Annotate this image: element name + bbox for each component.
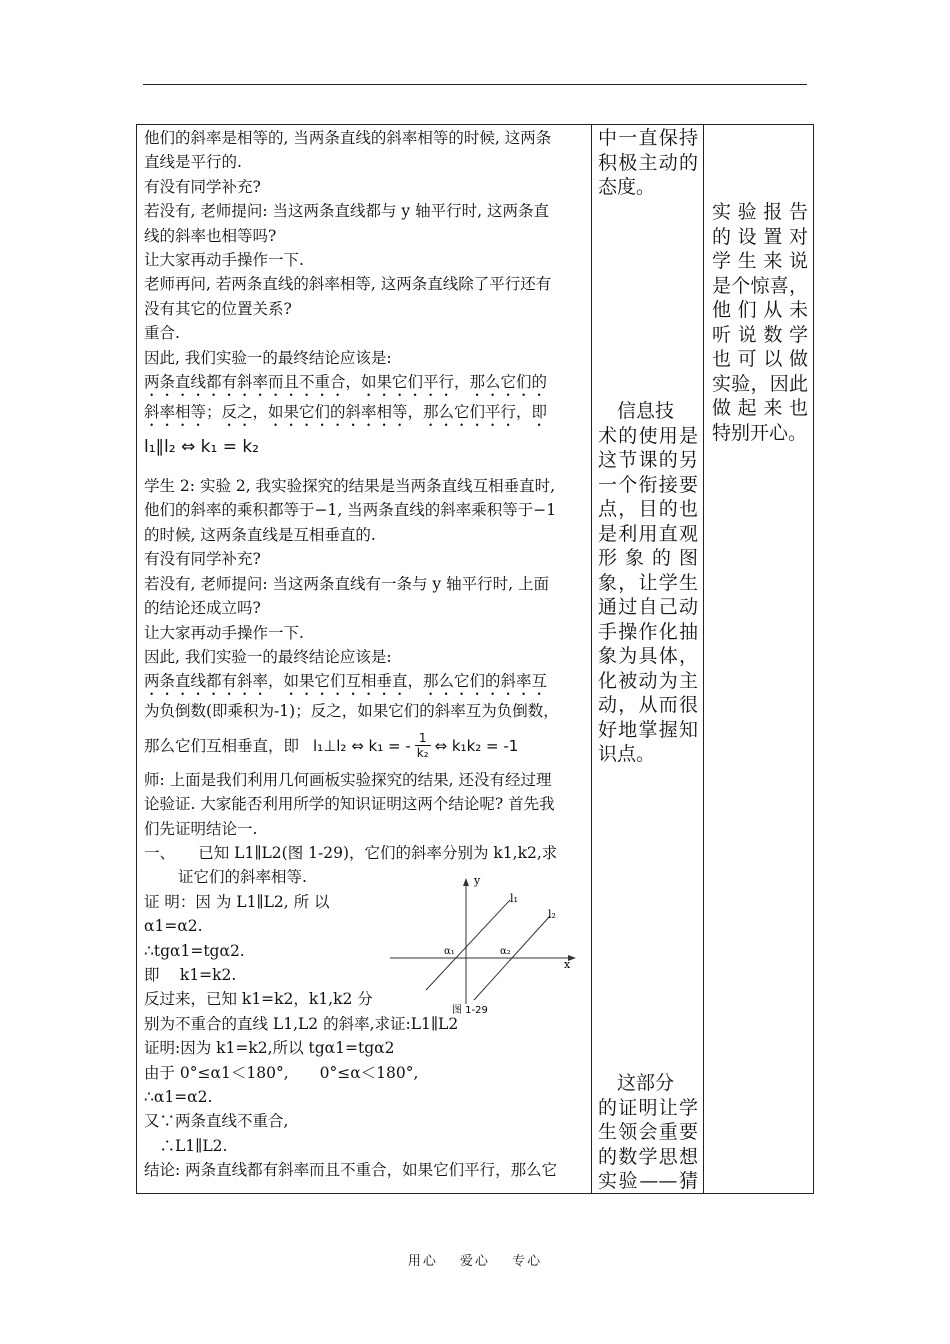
reflection-line: 实 验 报 告 — [712, 201, 808, 223]
text-line: 他们的斜率的乘积都等于−1, 当两条直线的斜率乘积等于−1 — [144, 501, 557, 520]
notes-block-1 — [598, 126, 698, 200]
proof-line: 别为不重合的直线 L1,L2 的斜率,求证:L1∥L2 — [144, 1014, 459, 1033]
note-line: 化被动为主 — [598, 669, 698, 692]
proof-line: 证 明：因 为 L1∥L2, 所 以 — [144, 892, 330, 911]
text-line: 直线是平行的. — [144, 153, 242, 172]
alpha1-label: α₁ — [444, 946, 455, 957]
note-line: 识点。 — [598, 743, 656, 765]
proof-line: ∴L1∥L2. — [144, 1136, 228, 1155]
reflection-line: 也 可 以 做 — [712, 348, 808, 370]
formula-lhs: l₁⊥l₂ ⇔ k₁ = - — [313, 736, 411, 755]
column-divider-1 — [591, 124, 592, 1194]
reflection-line: 的 设 置 对 — [712, 225, 808, 248]
text-line: 有没有同学补充? — [144, 550, 261, 569]
note-line: 信息技 — [598, 400, 675, 422]
reflection-line: 听 说 数 学 — [712, 323, 808, 346]
proof-line: 又∵两条直线不重合, — [144, 1112, 289, 1131]
note-line: 一个衔接要 — [598, 473, 698, 496]
note-line: 象，让学生 — [598, 571, 698, 594]
note-line: 中一直保持 — [598, 127, 698, 149]
conclusion-line: 为负倒数(即乘积为-1)；反之，如果它们的斜率互为负倒数， — [144, 702, 559, 721]
note-line: 生领会重要 — [598, 1121, 698, 1143]
text-line: 让大家再动手操作一下. — [144, 251, 304, 270]
note-line: 这节课的另 — [598, 449, 698, 471]
text-line: 让大家再动手操作一下. — [144, 623, 304, 642]
text-line: 学生 2: 实验 2, 我实验探究的结果是当两条直线互相垂直时, — [144, 477, 556, 496]
reflection-line: 是个惊喜， — [712, 274, 808, 297]
text-line: 线的斜率也相等吗? — [144, 226, 277, 245]
page-footer — [0, 1250, 950, 1269]
conclusion-line: 两条直线都有斜率而且不重合，如果它们平行，那么它们的 — [144, 373, 548, 392]
proof-line: 即 k1=k2. — [144, 965, 237, 984]
text-line: 有没有同学补充? — [144, 177, 261, 196]
reflection-column — [712, 200, 808, 445]
reflection-line: 做 起 来 也 — [712, 397, 808, 419]
reflection-line: 他 们 从 未 — [712, 299, 808, 321]
parallel-formula: l₁∥l₂ ⇔ k₁ = k₂ — [144, 437, 259, 458]
y-axis-arrow — [463, 878, 469, 886]
proof-line: 反过来，已知 k1=k2，k1,k2 分 — [144, 990, 373, 1009]
text-line: 因此, 我们实验一的最终结论应该是: — [144, 348, 392, 367]
proof-line: α1=α2. — [144, 917, 203, 936]
note-line: 好地掌握知 — [598, 718, 698, 741]
formula-rhs: ⇔ k₁k₂ = -1 — [434, 736, 519, 755]
note-line: 的数学思想 — [598, 1145, 698, 1168]
text-line: 若没有, 老师提问: 当这两条直线有一条与 y 轴平行时, 上面 — [144, 574, 549, 593]
conclusion-line: 两条直线都有斜率，如果它们互相垂直，那么它们的斜率互 — [144, 672, 548, 691]
formula-prefix: 那么它们互相垂直，即 — [144, 736, 300, 755]
notes-block-3 — [598, 1071, 698, 1194]
x-axis-label: x — [564, 958, 571, 971]
fraction-denominator: k₂ — [416, 746, 429, 761]
header-rule — [143, 84, 807, 85]
note-line: 积极主动的 — [598, 151, 698, 174]
note-line: 实验——猜 — [598, 1170, 698, 1192]
y-axis-label: y — [474, 874, 481, 887]
text-line: 重合. — [144, 324, 180, 343]
note-line: 态度。 — [598, 176, 656, 198]
column-divider-2 — [703, 124, 704, 1194]
note-line: 是利用直观 — [598, 522, 698, 545]
perpendicular-formula-row — [144, 724, 586, 768]
note-line: 形 象 的 图 — [598, 547, 698, 569]
proof-heading-cont: 证它们的斜率相等. — [178, 868, 307, 887]
l2-label: l₂ — [548, 908, 556, 921]
reflection-line: 特别开心。 — [712, 421, 808, 444]
proof-line: ∴tgα1=tgα2. — [144, 941, 245, 960]
text-line: 的时候, 这两条直线是互相垂直的. — [144, 525, 376, 544]
reflection-line: 实验，因此 — [712, 372, 808, 395]
note-line: 术的使用是 — [598, 424, 698, 447]
text-line: 的结论还成立吗? — [144, 599, 261, 618]
footer-word: 用心 — [407, 1254, 438, 1269]
proof-line: 由于 0°≤α1＜180°, 0°≤α＜180°, — [144, 1063, 419, 1082]
note-line: 手操作化抽 — [598, 620, 698, 643]
reflection-line: 学 生 来 说 — [712, 250, 808, 272]
proof-line: 结论: 两条直线都有斜率而且不重合，如果它们平行，那么它 — [144, 1161, 558, 1180]
proof-line: 证明:因为 k1=k2,所以 tgα1=tgα2 — [144, 1039, 395, 1058]
perpendicular-formula — [313, 731, 518, 760]
note-line: 点，目的也 — [598, 498, 698, 520]
text-line: 师: 上面是我们利用几何画板实验探究的结果, 还没有经过理 — [144, 770, 552, 789]
figure-1-29 — [388, 872, 578, 1022]
notes-block-2 — [598, 399, 698, 767]
alpha2-label: α₂ — [500, 946, 511, 957]
text-line: 老师再问, 若两条直线的斜率相等, 这两条直线除了平行还有 — [144, 275, 552, 294]
fraction-numerator: 1 — [418, 731, 427, 746]
l1-label: l₁ — [510, 892, 518, 905]
text-line: 没有其它的位置关系? — [144, 299, 292, 318]
main-content-column — [144, 126, 586, 1183]
text-line: 若没有, 老师提问: 当这两条直线都与 y 轴平行时, 这两条直 — [144, 202, 549, 221]
note-line: 的证明让学 — [598, 1096, 698, 1119]
text-line: 们先证明结论一. — [144, 819, 258, 838]
text-line: 因此, 我们实验一的最终结论应该是: — [144, 647, 392, 666]
note-line: 这部分 — [598, 1072, 675, 1094]
text-line: 他们的斜率是相等的, 当两条直线的斜率相等的时候, 这两条 — [144, 129, 552, 147]
conclusion-line: 斜率相等；反之，如果它们的斜率相等，那么它们平行，即 — [144, 403, 548, 422]
note-line: 动，从而很 — [598, 694, 698, 716]
proof-line: ∴α1=α2. — [144, 1088, 213, 1106]
formula-fraction — [415, 731, 431, 760]
footer-word: 爱心 — [459, 1254, 490, 1269]
note-line: 通过自己动 — [598, 596, 698, 618]
text-line: 论验证. 大家能否利用所学的知识证明这两个结论呢? 首先我 — [144, 795, 555, 814]
note-line: 象为具体， — [598, 645, 698, 667]
proof-heading: 一、 已知 L1∥L2(图 1-29)，它们的斜率分别为 k1,k2,求 — [144, 843, 558, 862]
footer-word: 专心 — [512, 1254, 543, 1269]
line-l1 — [426, 900, 510, 990]
figure-caption: 图 1-29 — [452, 1005, 488, 1016]
